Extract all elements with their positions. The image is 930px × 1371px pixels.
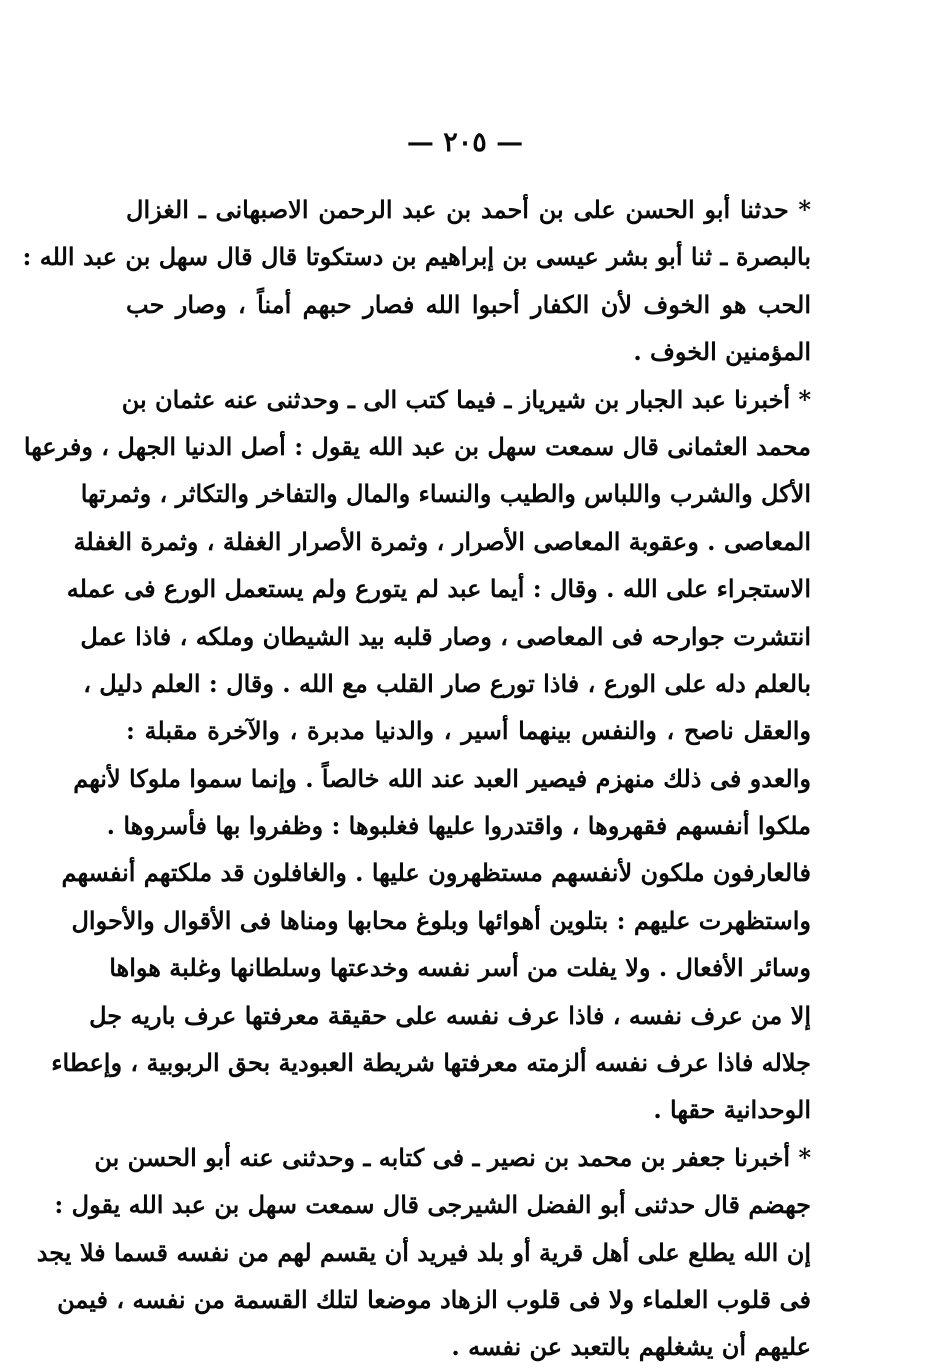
text-line: محمد العثمانى قال سمعت سهل بن عبد الله يقول : أصل الدنيا الجهل ، وفرعها <box>23 431 811 461</box>
text-line: انتشرت جوارحه فى المعاصى ، وصار قلبه بيد الشيطان وملكه ، فاذا عمل <box>80 621 811 651</box>
paragraph-3 <box>36 1134 811 1371</box>
text-line: جهضم قال حدثنى أبو الفضل الشيرجى قال سمعت سهل بن عبد الله يقول : <box>54 1190 811 1220</box>
text-line: الوحدانية حقها . <box>653 1095 811 1125</box>
text-line: * أخبرنا عبد الجبار بن شيرياز ـ فيما كتب الى ـ وحدثنى عنه عثمان بن <box>121 384 811 414</box>
text-line: والعدو فى ذلك منهزم فيصير العبد عند الله خالصاً . وإنما سموا ملوكا لأنهم <box>73 763 811 793</box>
text-line: عليهم أن يشغلهم بالتعبد عن نفسه . <box>451 1332 811 1362</box>
text-line: واستظهرت عليهم : بتلوين أهوائها وبلوغ محابها ومناها فى الأقوال والأحوال <box>71 905 811 935</box>
text-line: فالعارفون ملكون لأنفسهم مستظهرون عليها . والغافلون قد ملكتهم أنفسهم <box>61 858 811 888</box>
text-line: الاستجراء على الله . وقال : أيما عبد لم يتورع ولم يستعمل الورع فى عمله <box>66 574 811 604</box>
text-line: وسائر الأفعال . ولا يفلت من أسر نفسه وخدعتها وسلطانها وغلبة هواها <box>109 953 811 983</box>
text-line: المؤمنين الخوف . <box>633 337 811 367</box>
text-line: بالبصرة ـ ثنا أبو بشر عيسى بن إبراهيم بن دستكوتا قال قال سهل بن عبد الله : <box>22 242 811 272</box>
text-line: بالعلم دله على الورع ، فاذا تورع صار القلب مع الله . وقال : العلم دليل ، <box>83 668 811 698</box>
text-line: * أخبرنا جعفر بن محمد بن نصير ـ فى كتابه ـ وحدثنى عنه أبو الحسن بن <box>94 1142 811 1172</box>
text-line: المعاصى . وعقوبة المعاصى الأصرار ، وثمرة الأصرار الغفلة ، وثمرة الغفلة <box>73 526 811 556</box>
text-line: * حدثنا أبو الحسن على بن أحمد بن عبد الرحمن الاصبهانى ـ الغزال <box>126 195 811 224</box>
text-line: إلا من عرف نفسه ، فاذا عرف نفسه على حقيقة معرفتها عرف باريه جل <box>89 1000 811 1030</box>
text-line: ملكوا أنفسهم فقهروها ، واقتدروا عليها فغلبوها : وظفروا بها فأسروها . <box>106 811 811 841</box>
text-line: الحب هو الخوف لأن الكفار أحبوا الله فصار حبهم أمناً ، وصار حب <box>126 289 811 319</box>
paragraph-1 <box>22 186 811 376</box>
text-line: إن الله يطلع على أهل قرية أو بلد فيريد أن يقسم لهم من نفسه قسما فلا يجد <box>36 1237 811 1267</box>
text-line: الأكل والشرب واللباس والطيب والنساء والمال والتفاخر والتكاثر ، وثمرتها <box>80 479 811 509</box>
paragraph-2 <box>23 376 811 1134</box>
page-number: — ٢٠٥ — <box>406 127 524 158</box>
text-block <box>22 186 811 1371</box>
text-line: فى قلوب العلماء ولا فى قلوب الزهاد موضعا لتلك القسمة من نفسه ، فيمن <box>57 1284 811 1314</box>
text-line: والعقل ناصح ، والنفس بينهما أسير ، والدنيا مدبرة ، والآخرة مقبلة : <box>126 716 811 746</box>
text-line: جلاله فاذا عرف نفسه ألزمته معرفتها شريطة العبودية بحق الربوبية ، وإعطاء <box>51 1048 811 1078</box>
